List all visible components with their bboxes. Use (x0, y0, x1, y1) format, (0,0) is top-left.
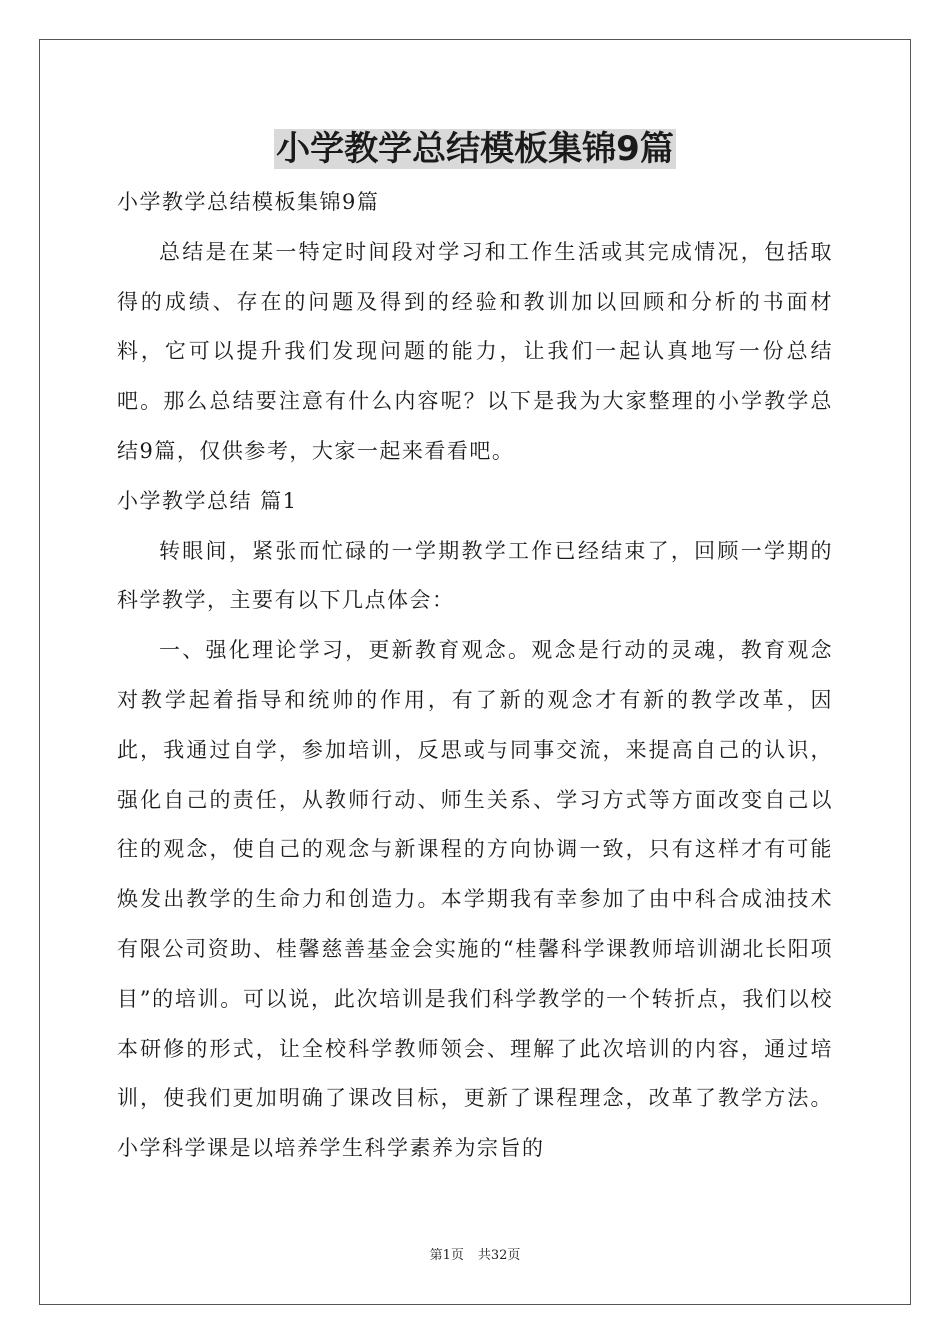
section-paragraph-1: 转眼间，紧张而忙碌的一学期教学工作已经结束了，回顾一学期的科学教学，主要有以下几点体会： (117, 538, 833, 613)
document-subtitle: 小学教学总结模板集锦9篇 (117, 190, 380, 214)
section-paragraph-2: 一、强化理论学习，更新教育观念。观念是行动的灵魂，教育观念对教学起着指导和统帅的作用，有了新的观念才有新的教学改革，因此，我通过自学，参加培训，反思或与同事交流，来提高自己的认识，强化自己的责任，从教师行动、师生关系、学习方式等方面改变自己以往的观念，使自己的观念与新课程的方向协调一致，只有这样才有可能焕发出教学的生命力和创造力。本学期我有幸参加了由中科合成油技术有限公司资助、桂馨慈善基金会实施的“桂馨科学课教师培训湖北长阳项目”的培训。可以说，此次培训是我们科学教学的一个转折点，我们以校本研修的形式，让全校科学教师领会、理解了此次培训的内容，通过培训，使我们更加明确了课改目标，更新了课程理念，改革了教学方法。小学科学课是以培养学生科学素养为宗旨的 (117, 638, 833, 1161)
page-number: 第1页 (429, 1248, 464, 1263)
intro-paragraph: 总结是在某一特定时间段对学习和工作生活或其完成情况，包括取得的成绩、存在的问题及得到的经验和教训加以回顾和分析的书面材料，它可以提升我们发现问题的能力，让我们一起认真地写一份总结吧。那么总结要注意有什么内容呢？以下是我为大家整理的小学教学总结9篇，仅供参考，大家一起来看看吧。 (117, 239, 833, 463)
document-body (117, 178, 833, 1174)
document-title (0, 126, 950, 172)
section-heading: 小学教学总结 篇1 (117, 488, 298, 513)
page-footer (0, 1247, 950, 1265)
page-total: 共32页 (477, 1248, 521, 1263)
document-title-text: 小学教学总结模板集锦9篇 (276, 129, 674, 169)
